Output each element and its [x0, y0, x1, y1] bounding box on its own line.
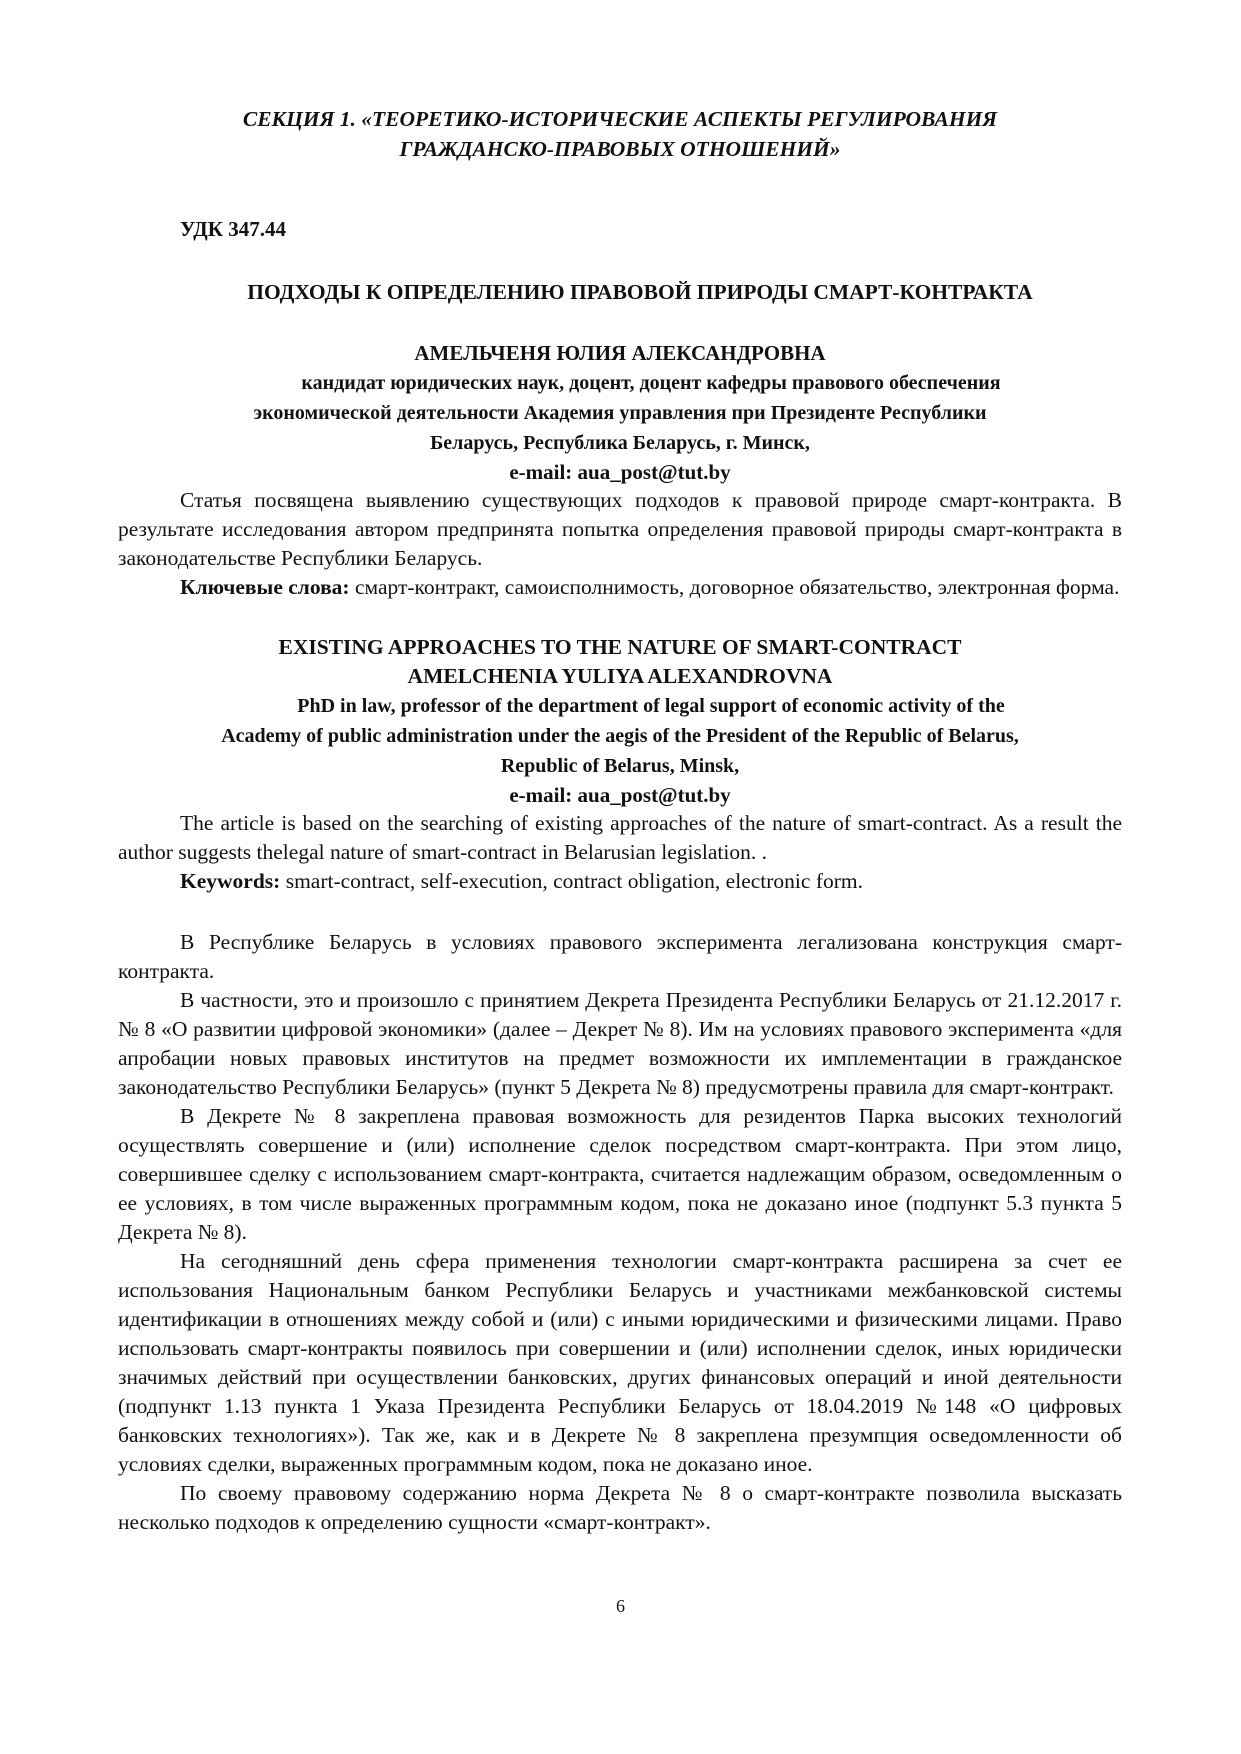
section-title-line2: ГРАЖДАНСКО-ПРАВОВЫХ ОТНОШЕНИЙ»: [399, 137, 841, 161]
affiliation-line: Republic of Belarus, Minsk,: [500, 755, 740, 777]
affiliation-line: кандидат юридических наук, доцент, доцент кафедры правового обеспечения: [301, 372, 1001, 394]
article-title-en: EXISTING APPROACHES TO THE NATURE OF SMART-CONTRACT: [278, 635, 962, 659]
author-name-ru: АМЕЛЬЧЕНЯ ЮЛИЯ АЛЕКСАНДРОВНА: [414, 341, 826, 365]
spacer: [118, 896, 1122, 928]
affiliation-line: Беларусь, Республика Беларусь, г. Минск,: [430, 432, 810, 454]
author-email-en: e-mail: aua_post@tut.by: [509, 783, 731, 807]
body-paragraph: В Декрете № 8 закреплена правовая возможность для резидентов Парка высоких технологий осуществлять совершение и (или) исполнение сделок посредством смарт-контракта. При этом лицо, совершившее сделку с использованием смарт-контракта, считается надлежащим образом, осведомленным о ее условиях, в том числе выраженных программным кодом, пока не доказано иное (подпункт 5.3 пункта 5 Декрета № 8).: [118, 1104, 1122, 1244]
affiliation-line: PhD in law, professor of the department of legal support of economic activity of the: [297, 695, 1005, 717]
body-paragraph: На сегодняшний день сфера применения технологии смарт-контракта расширена за счет ее использования Национальным банком Республики Беларусь и участниками межбанковской системы идентификации в отношениях между собой и (или) с иными юридическими и физическими лицами. Право использовать смарт-контракты появилось при совершении и (или) исполнении сделок, иных юридически значимых действий при осуществлении банковских, других финансовых операций и иной деятельности (подпункт 1.13 пункта 1 Указа Президента Республики Беларусь от 18.04.2019 №148 «О цифровых банковских технологиях»). Так же, как и в Декрете № 8 закреплена презумпция осведомленности об условиях сделки, выраженных программным кодом, пока не доказано иное.: [118, 1249, 1122, 1476]
udk-code: УДК 347.44: [180, 217, 286, 241]
abstract-ru: Статья посвящена выявлению существующих подходов к правовой природе смарт-контракта. В результате исследования автором предпринята попытка определения правовой природы смарт-контракта в законодательстве Республики Беларусь.: [118, 488, 1122, 570]
keywords-label: Keywords:: [180, 869, 281, 893]
article-title-ru: ПОДХОДЫ К ОПРЕДЕЛЕНИЮ ПРАВОВОЙ ПРИРОДЫ СМАРТ-КОНТРАКТА: [247, 280, 1033, 304]
section-title-line1: СЕКЦИЯ 1. «ТЕОРЕТИКО-ИСТОРИЧЕСКИЕ АСПЕКТЫ РЕГУЛИРОВАНИЯ: [242, 107, 998, 131]
body-paragraph: По своему правовому содержанию норма Декрета № 8 о смарт-контракте позволила высказать несколько подходов к определению сущности «смарт-контракт».: [118, 1481, 1122, 1534]
page-number: 6: [616, 1596, 625, 1616]
body-paragraph: В частности, это и произошло с принятием Декрета Президента Республики Беларусь от 21.12.2017 г. № 8 «О развитии цифровой экономики» (далее – Декрет № 8). Им на условиях правового эксперимента «для апробации новых правовых институтов на предмет возможности их имплементации в гражданское законодательство Республики Беларусь» (пункт 5 Декрета № 8) предусмотрены правила для смарт-контракт.: [118, 988, 1122, 1099]
keywords-en: [118, 867, 1122, 896]
affiliation-line: экономической деятельности Академия управления при Президенте Республики: [253, 402, 987, 424]
author-email-ru: e-mail: aua_post@tut.by: [509, 460, 731, 484]
article: [118, 104, 1122, 1537]
author-name-en: AMELCHENIA YULIYA ALEXANDROVNA: [407, 664, 833, 688]
abstract-en: The article is based on the searching of existing approaches of the nature of smart-contract. As a result the author suggests thelegal nature of smart-contract in Belarusian legislation. .: [118, 811, 1122, 864]
section-title: [158, 104, 1082, 164]
body-paragraph: В Республике Беларусь в условиях правового эксперимента легализована конструкция смарт-контракта.: [118, 930, 1122, 983]
keywords-text: смарт-контракт, самоисполнимость, договорное обязательство, электронная форма.: [349, 575, 1120, 599]
affiliation-line: Academy of public administration under the aegis of the President of the Republic of Belarus,: [221, 725, 1019, 747]
keywords-label: Ключевые слова:: [180, 575, 350, 599]
author-affiliation-ru: [118, 368, 1122, 458]
keywords-text: smart-contract, self-execution, contract obligation, electronic form.: [280, 869, 863, 893]
author-affiliation-en: [118, 691, 1122, 781]
keywords-ru: [118, 573, 1122, 602]
